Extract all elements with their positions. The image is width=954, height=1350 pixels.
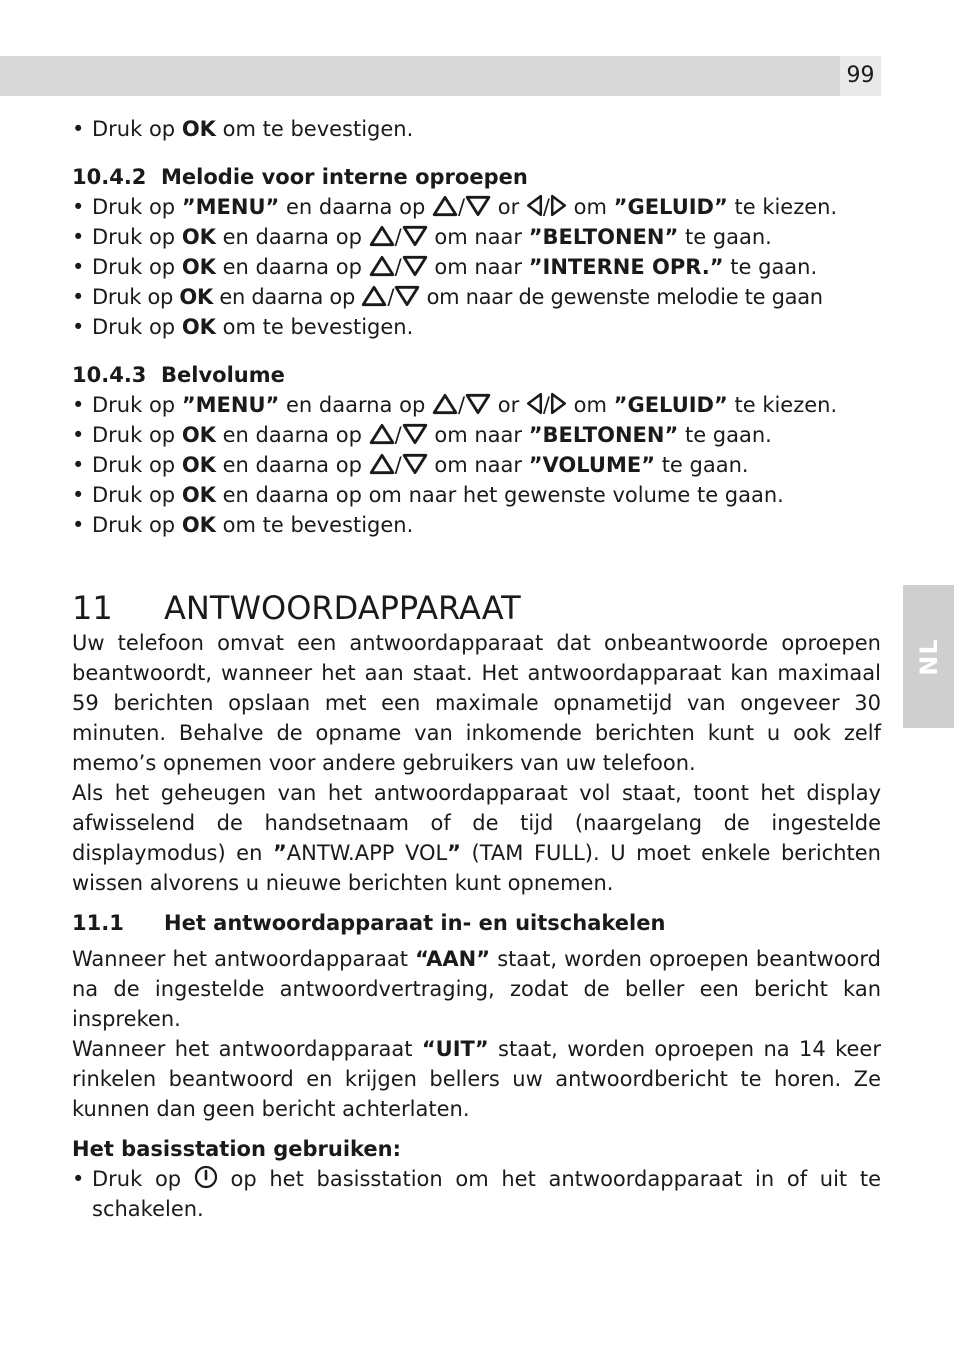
- triangle-up-icon: [369, 255, 395, 277]
- list-item: • Druk op OK om te bevestigen.: [72, 513, 414, 537]
- triangle-right-icon: [550, 194, 567, 217]
- list-item: • Druk op OK om te bevestigen.: [72, 315, 414, 339]
- language-tab-label: NL: [914, 637, 943, 676]
- list-item: • Druk op OK en daarna op / om naar ”VOLUME” te gaan.: [72, 453, 749, 477]
- paragraph: Wanneer het antwoordapparaat “UIT” staat, worden oproepen na 14 keer rinkelen beantwoord en krijgen bellers uw antwoordbericht te horen. Ze kunnen dan geen bericht achterlaten.: [72, 1037, 881, 1121]
- triangle-up-icon: [432, 393, 458, 415]
- paragraph: Als het geheugen van het antwoordapparaat vol staat, toont het display afwisselend de handsetnaam of de tijd (naargelang de ingestelde displaymodus) en ”ANTW.APP VOL” (TAM FULL). U moet enkele berichten wissen alvorens u nieuwe berichten kunt opnemen.: [72, 781, 881, 895]
- triangle-left-icon: [526, 392, 543, 415]
- triangle-up-icon: [369, 225, 395, 247]
- triangle-up-icon: [369, 453, 395, 475]
- section-heading-10-4-3: 10.4.3 Belvolume: [72, 363, 285, 387]
- section-heading-11-1: 11.1 Het antwoordapparaat in- en uitschakelen: [72, 911, 666, 935]
- power-icon: [194, 1165, 218, 1189]
- triangle-down-icon: [402, 453, 428, 475]
- triangle-up-icon: [361, 285, 387, 307]
- list-item: • Druk op OK en daarna op / om naar ”INTERNE OPR.” te gaan.: [72, 255, 818, 279]
- list-item: • Druk op OK en daarna op / om naar ”BELTONEN” te gaan.: [72, 225, 772, 249]
- list-item: • Druk op OK en daarna op / om naar de gewenste melodie te gaan: [72, 285, 823, 309]
- list-item: • Druk op ”MENU” en daarna op / or / om ”GELUID” te kiezen.: [72, 195, 838, 219]
- language-tab: [903, 585, 954, 728]
- triangle-down-icon: [402, 423, 428, 445]
- list-item: • Druk op ”MENU” en daarna op / or / om ”GELUID” te kiezen.: [72, 393, 838, 417]
- page-number: 99: [840, 56, 881, 96]
- triangle-down-icon: [465, 393, 491, 415]
- section-title-11: 11 ANTWOORDAPPARAAT: [72, 589, 521, 627]
- list-item: • Druk op OK om te bevestigen.: [72, 117, 414, 141]
- list-item: • Druk op OK en daarna op / om naar ”BELTONEN” te gaan.: [72, 423, 772, 447]
- base-station-heading: Het basisstation gebruiken:: [72, 1137, 402, 1161]
- header-bar: [0, 56, 840, 96]
- triangle-down-icon: [465, 195, 491, 217]
- section-heading-10-4-2: 10.4.2 Melodie voor interne oproepen: [72, 165, 528, 189]
- list-item: • Druk op OK en daarna op om naar het gewenste volume te gaan.: [72, 483, 784, 507]
- triangle-up-icon: [369, 423, 395, 445]
- triangle-down-icon: [402, 255, 428, 277]
- triangle-down-icon: [394, 285, 420, 307]
- list-item: • Druk op op het basisstation om het antwoordapparaat in of uit te schakelen.: [72, 1167, 881, 1221]
- page-content: [72, 114, 881, 1224]
- triangle-up-icon: [432, 195, 458, 217]
- paragraph: Wanneer het antwoordapparaat “AAN” staat, worden oproepen beantwoord na de ingestelde antwoordvertraging, zodat de beller een bericht kan inspreken.: [72, 947, 881, 1031]
- triangle-down-icon: [402, 225, 428, 247]
- triangle-right-icon: [550, 392, 567, 415]
- triangle-left-icon: [526, 194, 543, 217]
- paragraph: Uw telefoon omvat een antwoordapparaat dat onbeantwoorde oproepen beantwoordt, wanneer het aan staat. Het antwoordapparaat kan maximaal 59 berichten opslaan met een maximale opnametijd van ongeveer 30 minuten. Behalve de opname van inkomende berichten kunt u ook zelf memo’s opnemen voor andere gebruikers van uw telefoon.: [72, 631, 881, 775]
